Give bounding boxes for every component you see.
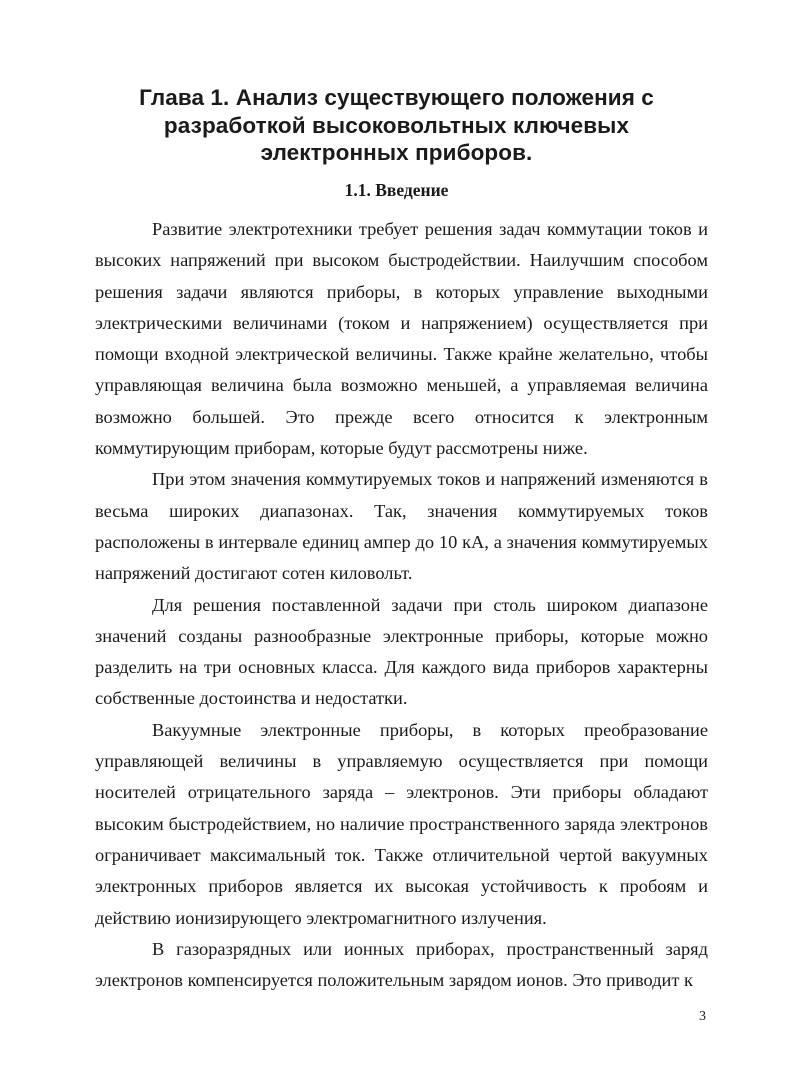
section-title: 1.1. Введение: [344, 180, 449, 200]
body-text: [95, 214, 708, 996]
chapter-title: Глава 1. Анализ существующего положения с разработкой высоковольтных ключевых электронных приборов.: [139, 85, 654, 165]
paragraph: Развитие электротехники требует решения задач коммутации токов и высоких напряжений при высоком быстродействии. Наилучшим способом решения задачи являются приборы, в которых управление выходными электрическими величинами (током и напряжением) осуществляется при помощи входной электрической величины. Также крайне желательно, чтобы управляющая величина была возможно меньшей, а управляемая величина возможно большей. Это прежде всего относится к электронным коммутирующим приборам, которые будут рассмотрены ниже.: [95, 219, 708, 459]
paragraph: Вакуумные электронные приборы, в которых преобразование управляющей величины в управляемую осуществляется при помощи носителей отрицательного заряда – электронов. Эти приборы обладают высоким быстродействием, но наличие пространственного заряда электронов ограничивает максимальный ток. Также отличительной чертой вакуумных электронных приборов является их высокая устойчивость к пробоям и действию ионизирующего электромагнитного излучения.: [95, 719, 708, 928]
page-number: 3: [699, 1009, 706, 1024]
paragraph: Для решения поставленной задачи при столь широком диапазоне значений созданы разнообразные электронные приборы, которые можно разделить на три основных класса. Для каждого вида приборов характерны собственные достоинства и недостатки.: [95, 594, 708, 709]
paragraph: В газоразрядных или ионных приборах, пространственный заряд электронов компенсируется положительным зарядом ионов. Это приводит к: [95, 938, 708, 991]
paragraph: При этом значения коммутируемых токов и напряжений изменяются в весьма широких диапазонах. Так, значения коммутируемых токов расположены в интервале единиц ампер до 10 кА, а значения коммутируемых напряжений достигают сотен киловольт.: [95, 469, 708, 584]
